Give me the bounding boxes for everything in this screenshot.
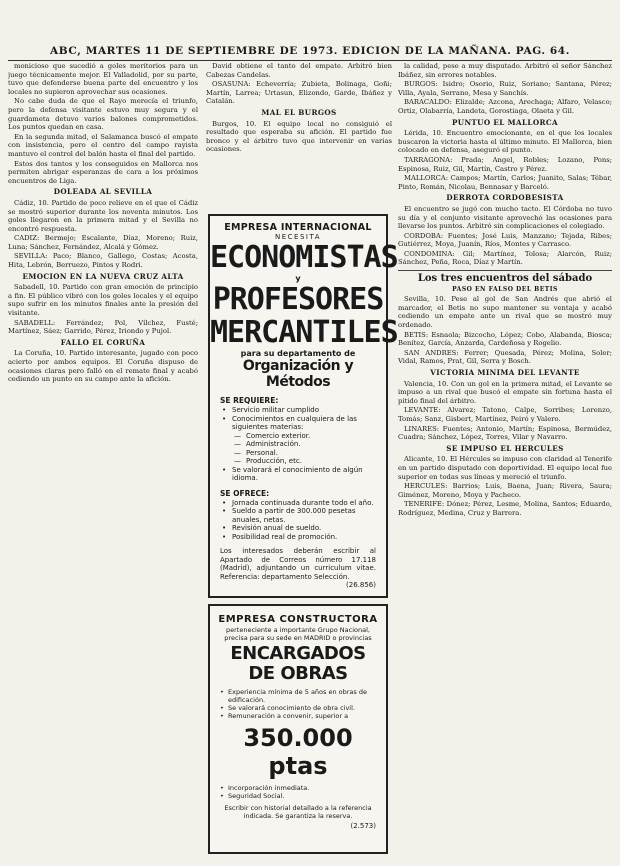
paragraph: Burgos, 10. El equipo local no consiguió el resultado que esperaba su afición. El partido fue bronco y el árbitro tuvo que intervenir en varias ocasiones. <box>206 119 392 154</box>
paragraph: Cádiz, 10. Partido de poco relieve en el que el Cádiz se mostró superior durante los noventa minutos. Los goles llegaron en la primera mitad y el Sevilla no encontró respuesta. <box>8 198 198 233</box>
paragraph: SABADELL: Ferrández; Pol, Vílchez, Fusté; Martínez, Sáez; Garrido, Pérez, Iriondo y Pujol. <box>8 318 198 336</box>
ad-requirements-list <box>210 406 386 483</box>
paragraph: Alicante, 10. El Hércules se impuso con claridad al Tenerife en un partido disputado con deportividad. El equipo local fue superior en todas sus líneas y mereció el triunfo. <box>398 455 612 481</box>
paragraph: HERCULES: Barrios; Luis, Baena, Juan; Rivera, Saura; Giménez, Moreno, Moya y Pacheco. <box>398 482 612 499</box>
section-heading: SE IMPUSO EL HERCULES <box>446 443 564 453</box>
ad-department: Organización y Métodos <box>242 358 354 390</box>
paragraph: No cabe duda de que el Rayo merecía el triunfo, pero la defensa visitante estuvo muy segura y el guardameta detuvo varios balones comprometidos. Los puntos quedan en casa. <box>8 97 198 132</box>
section-title: Los tres encuentros del sábado <box>417 273 593 285</box>
paragraph: SAN ANDRES: Ferrer; Quesada, Pérez; Molina, Soler; Vidal, Ramos, Prat, Gil, Serra y Bosch. <box>398 348 612 366</box>
paragraph: Valencia, 10. Con un gol en la primera mitad, el Levante se impuso a un rival que buscó el empate sin fortuna hasta el pitido final del árbitro. <box>398 379 612 405</box>
paragraph: la calidad, pese a muy disputado. Arbitró el señor Sánchez Ibáñez, sin errores notables. <box>398 62 612 79</box>
list-item: • Jornada continuada durante todo el año. <box>232 499 378 508</box>
paragraph: Estos dos tantos y los conseguidos en Mallorca nos permiten abrigar esperanzas de cara a los próximos encuentros de Liga. <box>8 159 198 185</box>
paragraph: TARRAGONA: Prada; Angel, Robles; Lozano, Pons; Espinosa, Ruiz, Gil, Martín, Castro y Pérez. <box>398 155 612 173</box>
ad-footer: Escribir con historial detallado a la referencia indicada. Se garantiza la reserva. <box>224 804 372 820</box>
section-subheading: PASO EN FALSO DEL BETIS <box>452 285 558 293</box>
ad-reference: (2.573) <box>350 822 376 830</box>
paragraph: TENERIFE: Dónez; Pérez, Lesme, Molina, Santos; Eduardo, Rodríguez, Medina, Cruz y Barrera. <box>398 500 612 517</box>
column-right <box>398 62 612 860</box>
ad-conjunction: y <box>295 274 301 283</box>
paragraph: David obtiene el tanto del empate. Arbitró bien Cabezas Candelas. <box>206 62 392 79</box>
section-heading: PUNTUO EL MALLORCA <box>451 117 559 127</box>
list-item: • Sueldo a partir de 300.000 pesetas anuales, netas. <box>232 507 378 524</box>
paragraph: CORDOBA: Fuentes; José Luis, Manzano; Tejada, Ribes; Gutiérrez, Moya, Juanín, Ríos, Montes y Carrasco. <box>398 231 612 249</box>
paragraph: En la segunda mitad, el Salamanca buscó el empate con insistencia, pero el centro del campo rayista mantuvo el control del balón hasta el final del partido. <box>8 132 198 158</box>
ad-salary-amount: 350.000 ptas <box>243 724 353 780</box>
list-item: • Remuneración a convenir, superior a <box>228 712 378 720</box>
list-item: • Se valorará el conocimiento de algún idioma. <box>232 466 378 483</box>
section-heading: DERROTA CORDOBESISTA <box>446 193 564 203</box>
column-left <box>8 62 198 860</box>
ad-company: EMPRESA CONSTRUCTORA <box>218 614 378 625</box>
paragraph: CONDOMINA: Gil; Martínez, Tolosa; Alarcón, Ruiz; Sánchez, Peña, Roca, Díaz y Martín. <box>398 249 612 267</box>
list-item: • Posibilidad real de promoción. <box>232 533 378 542</box>
ad-offers-label: SE OFRECE: <box>220 488 270 498</box>
paragraph: BURGOS: Isidro; Osorio, Ruiz, Soriano; Santana, Pérez; Villa, Ayala, Serrano, Mesa y Sanchís. <box>398 80 612 97</box>
section-heading: MAL EL BURGOS <box>261 107 337 117</box>
paragraph: Sevilla, 10. Pese al gol de San Andrés que abrió el marcador, el Betis no supo mantener su ventaja y acabó cediendo un empate ante un rival que se mostró muy ordenado. <box>398 295 612 330</box>
divider <box>398 270 612 271</box>
list-item: • Experiencia mínima de 5 años en obras de edificación. <box>228 688 378 704</box>
job-ad-construction <box>208 604 388 854</box>
list-item: • Incorporación inmediata. <box>228 784 378 792</box>
ad-reference: (26.856) <box>346 581 376 589</box>
page-header: ABC, MARTES 11 DE SEPTIEMBRE DE 1973. EDICION DE LA MAÑANA. PAG. 64. <box>8 44 612 61</box>
list-item: — Producción, etc. <box>232 457 378 466</box>
paragraph: LEVANTE: Alvarez; Tatono, Calpe, Sorribes; Lorenzo, Tomás; Sanz, Gisbert, Martínez, Peiró y Valero. <box>398 406 612 423</box>
ad-offers-list <box>210 499 386 542</box>
job-ad-economists <box>208 214 398 598</box>
ad-requirements-label: SE REQUIERE: <box>220 396 279 405</box>
column-middle-top <box>206 62 392 212</box>
paragraph: MALLORCA: Campos; Martín, Carlos; Juanito, Salas; Tébar, Pinto, Román, Nicolau, Bennasar y Barceló. <box>398 174 612 191</box>
list-item: — Comercio exterior. <box>232 432 378 441</box>
ad-title-obras: DE OBRAS <box>248 663 348 684</box>
list-item: • Conocimientos en cualquiera de las siguientes materias: <box>232 415 378 432</box>
paragraph: CADIZ: Bermejo; Escalante, Díaz, Moreno; Ruiz, Luna; Sánchez, Fernández, Alcalá y Gómez. <box>8 234 198 251</box>
paragraph: BETIS: Esnaola; Bizcocho, López; Cobo, Alabanda, Biosca; Benítez, García, Anzarda, Cardeñosa y Rogelio. <box>398 330 612 348</box>
section-heading: EMOCION EN LA NUEVA CRUZ ALTA <box>22 271 184 281</box>
list-item: — Administración. <box>232 440 378 449</box>
section-heading: FALLO EL CORUÑA <box>60 337 146 347</box>
ad-subtitle: perteneciente a importante Grupo Nacional, precisa para su sede en MADRID o provincias <box>224 626 372 642</box>
paragraph: BARACALDO: Elizalde; Azcona, Arechaga; Alfaro, Velasco; Ortiz, Olabarría, Landeta, Gorostiaga, Olaeta y Gil. <box>398 98 612 115</box>
section-heading: DOLEADA AL SEVILLA <box>53 187 153 197</box>
paragraph: LINARES: Fuentes; Antonio, Martín; Espinosa, Bermúdez, Cuadra; Sánchez, López, Torres, Vilar y Navarro. <box>398 424 612 442</box>
ad-footer: Los interesados deberán escribir al Apartado de Correos número 17.118 (Madrid), adjuntando un curriculum vitae. Referencia: departamento Selección. <box>220 547 376 581</box>
ad-title-encargados: ENCARGADOS <box>230 643 366 664</box>
list-item: • Servicio militar cumplido <box>232 406 378 415</box>
paragraph: monicioso que sucedió a goles meritorios para un juego técnicamente mejor. El Valladolid, por su parte, tuvo que defenderse buena parte del encuentro y los locales no supieron aprovechar sus ocasiones. <box>8 62 198 96</box>
ad-title-mercantiles: MERCANTILES <box>210 315 398 350</box>
list-item: — Personal. <box>232 449 378 458</box>
paragraph: OSASUNA: Echeverría; Zubieta, Bolinaga, Goñi; Martín, Larrea; Urtasun, Elizondo, Garde, Ibáñez y Catalán. <box>206 80 392 106</box>
list-item: • Revisión anual de sueldo. <box>232 524 378 533</box>
ad-extra-list <box>210 784 386 800</box>
ad-for-dept: para su departamento de <box>240 349 356 358</box>
paragraph: Lérida, 10. Encuentro emocionante, en el que los locales buscaron la victoria hasta el último minuto. El Mallorca, bien colocado en defensa, aseguró el punto. <box>398 129 612 155</box>
ad-conditions-list <box>210 688 386 720</box>
list-item: • Se valorará conocimiento de obra civil. <box>228 704 378 712</box>
ad-title-profesores: PROFESORES <box>212 282 384 317</box>
list-item: • Seguridad Social. <box>228 792 378 800</box>
paragraph: Sabadell, 10. Partido con gran emoción de principio a fin. El público vibró con los goles locales y el equipo supo sufrir en los minutos finales ante la presión del visitante. <box>8 283 198 318</box>
paragraph: El encuentro se jugó con mucho tacto. El Córdoba no tuvo su día y el conjunto visitante aprovechó las ocasiones para llevarse los puntos. Arbitró sin complicaciones el colegiado. <box>398 204 612 231</box>
paragraph: La Coruña, 10. Partido interesante, jugado con poco acierto por ambos equipos. El Coruña dispuso de ocasiones claras pero falló en el remate final y acabó cediendo un punto en su campo ante la afición. <box>8 349 198 384</box>
section-heading: VICTORIA MINIMA DEL LEVANTE <box>430 368 580 377</box>
ad-company: EMPRESA INTERNACIONAL <box>224 222 372 233</box>
ad-title-economistas: ECONOMISTAS <box>210 240 398 275</box>
paragraph: SEVILLA: Paco; Blanco, Gallego, Costas; Acosta, Hita, Lebrón, Berruezo, Pintos y Rodri. <box>8 252 198 270</box>
ad-needs: NECESITA <box>275 233 321 241</box>
